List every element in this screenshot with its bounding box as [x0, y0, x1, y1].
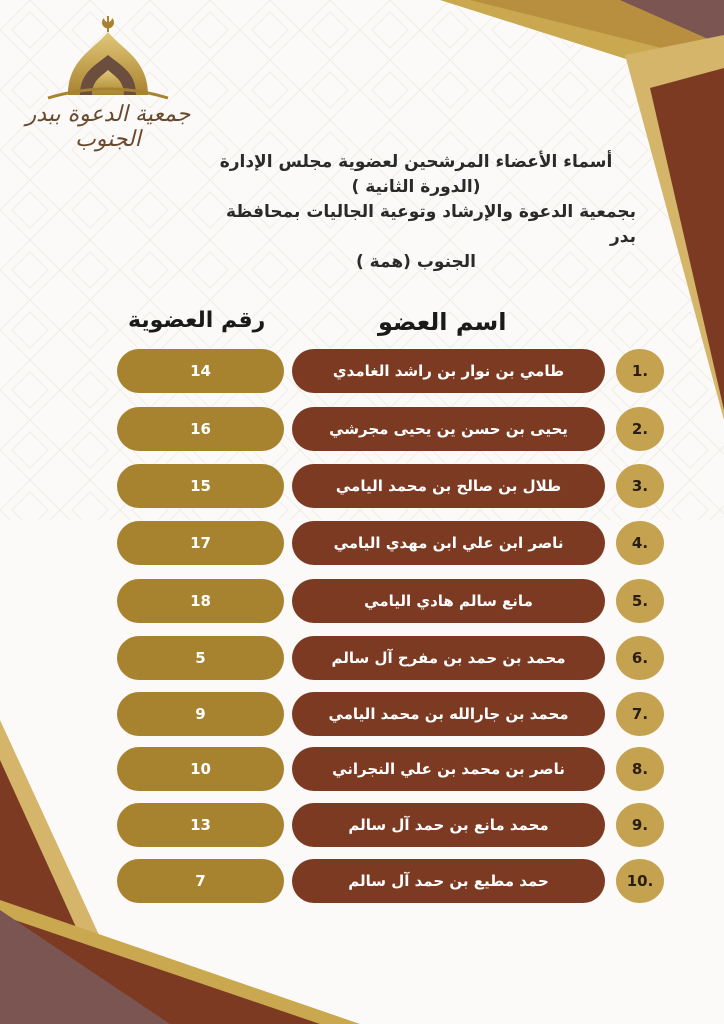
membership-number: 15: [117, 464, 284, 508]
organization-logo: [8, 10, 208, 152]
member-name: يحيى بن حسن ين يحيى مجرشي: [292, 407, 605, 451]
membership-number: 5: [117, 636, 284, 680]
membership-number: 9: [117, 692, 284, 736]
member-row: [0, 521, 724, 565]
row-index: 9.: [616, 803, 664, 847]
membership-number: 14: [117, 349, 284, 393]
membership-number: 13: [117, 803, 284, 847]
member-name: طلال بن صالح بن محمد اليامي: [292, 464, 605, 508]
member-name: حمد مطيع بن حمد آل سالم: [292, 859, 605, 903]
member-name: محمد بن جارالله بن محمد اليامي: [292, 692, 605, 736]
member-row: [0, 859, 724, 903]
row-index: 8.: [616, 747, 664, 791]
row-index: 5.: [616, 579, 664, 623]
membership-number: 18: [117, 579, 284, 623]
row-index: 7.: [616, 692, 664, 736]
row-index: 6.: [616, 636, 664, 680]
title-line-1: أسماء الأعضاء المرشحين لعضوية مجلس الإدارة: [219, 152, 613, 172]
member-row: [0, 692, 724, 736]
member-name: محمد مانع بن حمد آل سالم: [292, 803, 605, 847]
title-line-3: بجمعية الدعوة والإرشاد وتوعية الجاليات بمحافظة بدر: [226, 202, 636, 247]
member-row: [0, 803, 724, 847]
member-row: [0, 579, 724, 623]
member-row: [0, 407, 724, 451]
logo-text: جمعية الدعوة ببدر الجنوب: [25, 102, 191, 152]
column-header-number: رقم العضوية: [128, 308, 266, 333]
member-name: محمد بن حمد بن مفرح آل سالم: [292, 636, 605, 680]
column-header-name: اسم العضو: [378, 308, 507, 336]
membership-number: 16: [117, 407, 284, 451]
member-row: [0, 747, 724, 791]
mosque-dome-icon: [8, 10, 208, 110]
row-index: 4.: [616, 521, 664, 565]
member-row: [0, 349, 724, 393]
member-row: [0, 636, 724, 680]
row-index: 1.: [616, 349, 664, 393]
membership-number: 17: [117, 521, 284, 565]
member-name: ناصر بن محمد بن علي النجراني: [292, 747, 605, 791]
title-line-4: الجنوب (همة ): [355, 252, 476, 272]
row-index: 10.: [616, 859, 664, 903]
member-name: ناصر ابن علي ابن مهدي اليامي: [292, 521, 605, 565]
member-row: [0, 464, 724, 508]
row-index: 2.: [616, 407, 664, 451]
member-name: مانع سالم هادي اليامي: [292, 579, 605, 623]
title-line-2: (الدورة الثانية ): [351, 177, 481, 197]
membership-number: 7: [117, 859, 284, 903]
membership-number: 10: [117, 747, 284, 791]
member-name: طامي بن نوار بن راشد الغامدي: [292, 349, 605, 393]
row-index: 3.: [616, 464, 664, 508]
page-title: [196, 150, 636, 275]
